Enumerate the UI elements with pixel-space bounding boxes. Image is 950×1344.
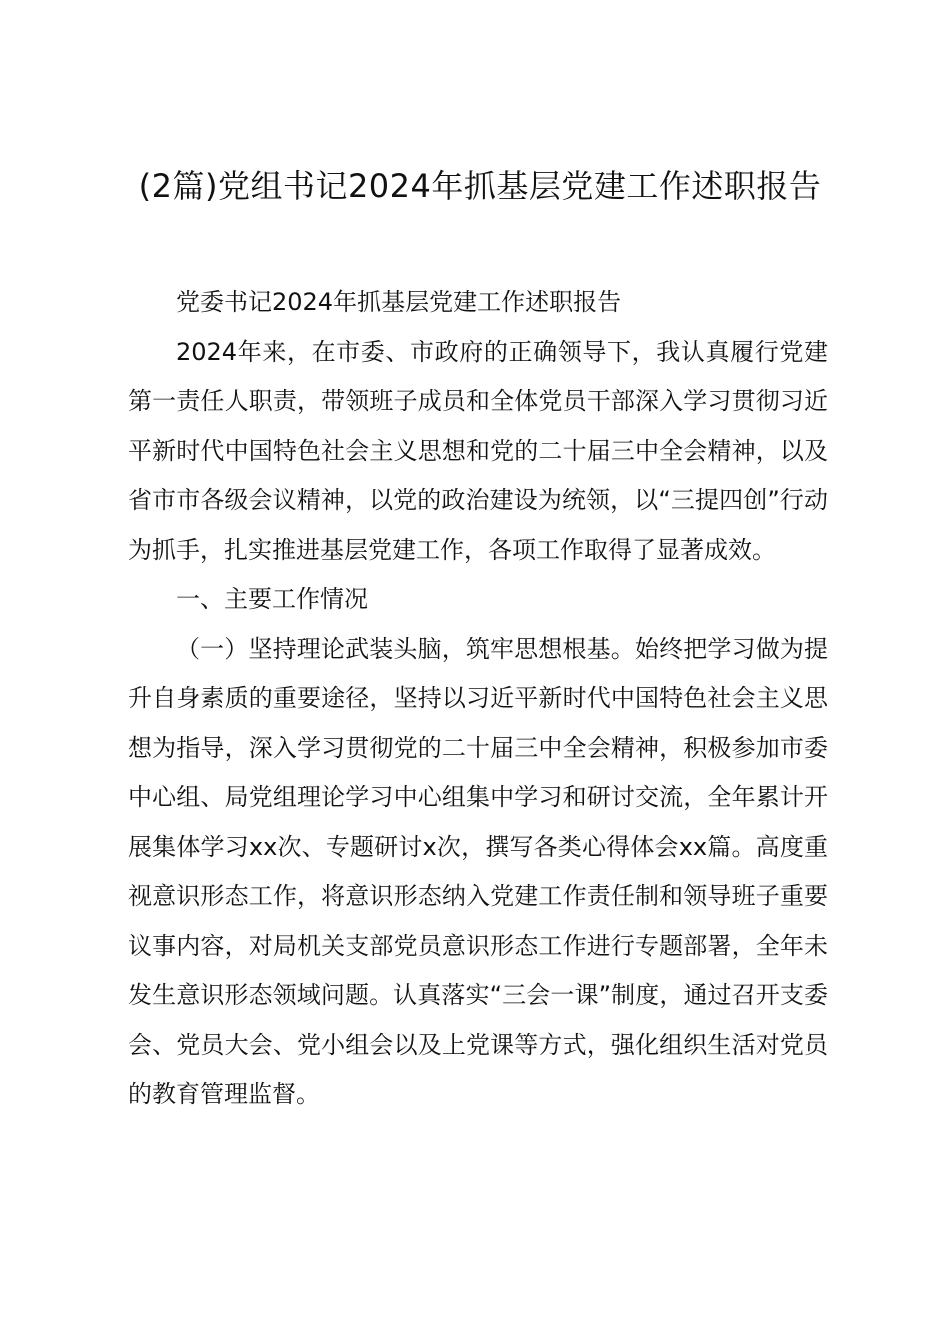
paragraph-section-1: （一）坚持理论武装头脑，筑牢思想根基。始终把学习做为提升自身素质的重要途径，坚持以习近平新时代中国特色社会主义思想为指导，深入学习贯彻党的二十届三中全会精神，积极参加市委中心组、局党组理论学习中心组集中学习和研讨交流，全年累计开展集体学习xx次、专题研讨x次，撰写各类心得体会xx篇。高度重视意识形态工作，将意识形态纳入党建工作责任制和领导班子重要议事内容，对局机关支部党员意识形态工作进行专题部署，全年未发生意识形态领域问题。认真落实“三会一课”制度，通过召开支委会、党员大会、党小组会以及上党课等方式，强化组织生活对党员的教育管理监督。	[128, 634, 828, 1108]
document-title: (2篇)党组书记2024年抓基层党建工作述职报告	[138, 167, 822, 205]
paragraph-intro: 2024年来，在市委、市政府的正确领导下，我认真履行党建第一责任人职责，带领班子成员和全体党员干部深入学习贯彻习近平新时代中国特色社会主义思想和党的二十届三中全会精神，以及省市市各级会议精神，以党的政治建设为统领，以“三提四创”行动为抓手，扎实推进基层党建工作，各项工作取得了显著成效。	[128, 337, 828, 564]
document-subtitle: 党委书记2024年抓基层党建工作述职报告	[176, 288, 622, 316]
document-body	[128, 278, 828, 1120]
section-heading: 一、主要工作情况	[176, 585, 368, 613]
